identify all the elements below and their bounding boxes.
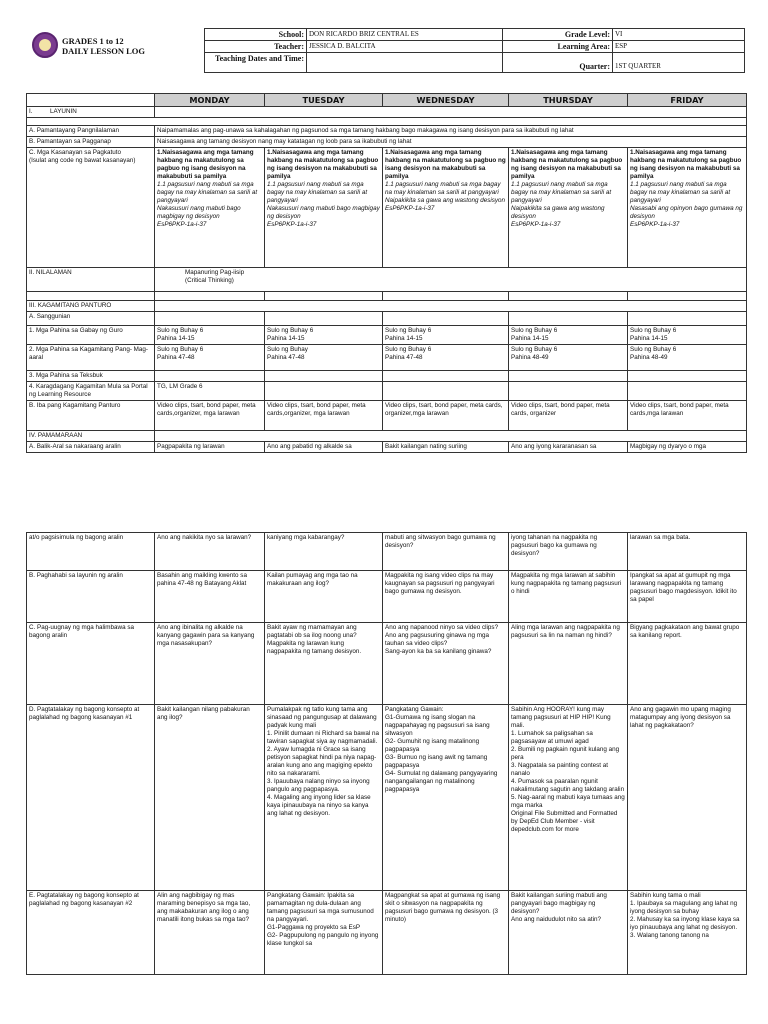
mag-aaral-thursday: Sulo ng Buhay 6 Pahina 48-49 — [509, 345, 628, 371]
kasanayan-monday — [155, 148, 265, 268]
area-value: ESP — [613, 41, 745, 53]
r1-thursday: iyong tahanan na nagpakita ng pagsusuri bago ka gumawa ng desisyon? — [509, 533, 628, 571]
kasanayan-day: Nakasusuri nang mabuti bago magbigay ng desisyon EsP6PKP-1a-i-37 — [267, 205, 380, 228]
pamantayan-text: Naipamamalas ang pag-unawa sa kahalagahan ng pagsunod sa mga tamang hakbang bago makagawa ng isang desisyon para sa ikabubuti ng lahat — [155, 126, 747, 137]
teacher-value: JESSICA D. BALCITA — [307, 41, 503, 53]
kasanayan-bold: 1.Naisasagawa ang mga tamang hakbang na makatutulong sa pagbuo ng isang desisyon na makabubuti sa pamilya — [511, 149, 623, 180]
quarter-label: Quarter: — [503, 53, 613, 73]
balik-label: A. Balik-Aral sa nakaraang aralin — [27, 442, 155, 453]
mag-aaral-label: 2. Mga Pahina sa Kagamitang Pang- Mag-aaral — [27, 345, 155, 371]
r4-tuesday: Pumalakpak ng tatlo kung tama ang sinasaad ng pangungusap at dalawang padyak kung mali 1. Pinilit dumaan ni Richard sa bawal na tawiran sapagkat siya ay nagmamadali. 2. Ayaw lumagda ni Grace sa isang petisyon sapagkat hindi pa niya napag-aralan kung ano ang magiging epekto nito sa nakararami. 3. Ipauubaya nalang ninyo sa inyong pangulo ang pagpapasya. 4. Magaling ang inyong lider sa klase kaya ipinauubaya na ninyo sa kanya ang lahat ng desisyon. — [265, 705, 383, 891]
teksbuk-label: 3. Mga Pahina sa Teksbuk — [27, 371, 155, 382]
r1-tuesday: kaniyang mga kabarangay? — [265, 533, 383, 571]
form-title-line1: GRADES 1 to 12 — [62, 36, 124, 46]
r1-monday: Ano ang nakikita nyo sa larawan? — [155, 533, 265, 571]
r5-thursday: Bakit kailangan suriing mabuti ang pangyayari bago magbigay ng desisyon? Ano ang naidudulot nito sa atin? — [509, 891, 628, 975]
r2-friday: Ipangkat sa apat at gumupit ng mga larawang nagpapakita ng tamang pagsusuri bago magdesisyon. Idikit ito sa papel — [628, 571, 747, 623]
gabay-monday: Sulo ng Buhay 6 Pahina 14-15 — [155, 326, 265, 345]
kasanayan-italic: 1.1 pagsusuri nang mabuti sa mga bagay na may kinalaman sa sarili at pangyayari — [630, 181, 731, 204]
r4-wednesday: Pangkatang Gawain: G1-Gumawa ng isang slogan na nagpapahayag ng pagsusuri sa isang sitwasyon G2- Gumuhit ng isang matalinong pagpapasya G3- Bumuo ng isang awit ng tamang pagpapasya G4- Sumulat ng dalawang pangyayaring nangangailangan ng matalinong pagpapasya — [383, 705, 509, 891]
pamamaraan-label: IV. PAMAMARAAN — [27, 431, 155, 442]
day-wednesday: WEDNESDAY — [383, 94, 509, 107]
kasanayan-bold: 1.Naisasagawa ang mga tamang hakbang na makatutulong sa pagbuo ng isang desisyon na makabubuti sa pamilya — [630, 149, 742, 180]
dates-value — [307, 53, 503, 73]
kasanayan-italic: 1.1 pagsusuri nang mabuti sa mga bagay na may kinalaman sa sarili at pangyayari — [385, 181, 501, 196]
r3-label: C. Pag-uugnay ng mga halimbawa sa bagong aralin — [27, 623, 155, 705]
pagganap-text: Naisasagawa ang tamang desisyon nang may katatagan ng loob para sa ikabubuti ng lahat — [155, 137, 747, 148]
r2-tuesday: Kailan pumayag ang mga tao na makakuraan ang ilog? — [265, 571, 383, 623]
day-tuesday: TUESDAY — [265, 94, 383, 107]
kasanayan-italic: 1.1 pagsusuri nang mabuti sa mga bagay na may kinalaman sa sarili at pangyayari — [157, 181, 258, 204]
r4-monday: Bakit kailangan nilang pabakuran ang ilog? — [155, 705, 265, 891]
iba-wednesday: Video clips, tsart, bond paper, meta cards, organizer,mga larawan — [383, 401, 509, 431]
teacher-label: Teacher: — [205, 41, 307, 53]
kasanayan-thursday — [509, 148, 628, 268]
karagdagang-text: TG, LM Grade 6 — [155, 382, 265, 401]
r1-friday: larawan sa mga bata. — [628, 533, 747, 571]
mag-aaral-wednesday: Sulo ng Buhay 6 Pahina 47-48 — [383, 345, 509, 371]
sanggunian-label: A. Sanggunian — [27, 312, 155, 326]
r5-monday: Alin ang nagbibigay ng mas maraming benepisyo sa mga tao, ang makabakuran ang ilog o ang manatili itong bukas sa mga tao? — [155, 891, 265, 975]
kasanayan-italic: 1.1 pagsusuri nang mabuti sa mga bagay na may kinalaman sa sarili at pangyayari — [267, 181, 368, 204]
balik-thursday: Ano ang iyong kararanasan sa — [509, 442, 628, 453]
kasanayan-sub: (Isulat ang code ng bawat kasanayan) — [29, 157, 136, 164]
pagganap-label: B. Pamantayan sa Pagganap — [27, 137, 155, 148]
school-value: DON RICARDO BRIZ CENTRAL ES — [307, 29, 503, 41]
kasanayan-label-cell — [27, 148, 155, 268]
mag-aaral-friday: Sulo ng Buhay 6 Pahina 48-49 — [628, 345, 747, 371]
balik-tuesday: Ano ang pabatid ng alkalde sa — [265, 442, 383, 453]
form-title — [62, 36, 145, 56]
gabay-label: 1. Mga Pahina sa Gabay ng Guro — [27, 326, 155, 345]
r2-wednesday: Magpakita ng isang video clips na may kaugnayan sa pagsusuri ng pangyayari bago gumawa ng desisyon. — [383, 571, 509, 623]
r2-thursday: Magpakita ng mga larawan at sabihin kung nagpapakita ng tamang pagsusuri o hindi — [509, 571, 628, 623]
day-monday: MONDAY — [155, 94, 265, 107]
mag-aaral-monday: Sulo ng Buhay 6 Pahina 47-48 — [155, 345, 265, 371]
area-label: Learning Area: — [503, 41, 613, 53]
iba-label: B. Iba pang Kagamitang Panturo — [27, 401, 155, 431]
grade-label: Grade Level: — [503, 29, 613, 41]
header-table — [204, 28, 745, 73]
corner-cell — [27, 94, 155, 107]
kasanayan-day: Nasasabi ang opinyon bago gumawa ng desisyon EsP6PKP-1a-i-37 — [630, 205, 743, 228]
mag-aaral-tuesday: Sulo ng Buhay Pahina 47-48 — [265, 345, 383, 371]
kasanayan-wednesday — [383, 148, 509, 268]
balik-monday: Pagpapakita ng larawan — [155, 442, 265, 453]
r3-friday: Bigyang pagkakataon ang bawat grupo sa kanilang report. — [628, 623, 747, 705]
deped-seal-icon — [32, 32, 58, 58]
nilalaman-label: II. NILALAMAN — [27, 268, 155, 292]
kasanayan-bold: 1.Naisasagawa ang mga tamang hakbang na makatutulong sa pagbuo ng isang desisyon na makabubuti sa pamilya — [157, 149, 254, 180]
balik-friday: Magbigay ng dyaryo o mga — [628, 442, 747, 453]
iba-monday: Video clips, tsart, bond paper, meta cards,organizer, mga larawan — [155, 401, 265, 431]
r1-label: at/o pagsisimula ng bagong aralin — [27, 533, 155, 571]
kasanayan-tuesday — [265, 148, 383, 268]
kasanayan-day: Naipakikita sa gawa ang wastong desisyon EsP6PKP-1a-i-37 — [511, 205, 605, 228]
gabay-wednesday: Sulo ng Buhay 6 Pahina 14-15 — [383, 326, 509, 345]
r5-tuesday: Pangkatang Gawain: Ipakita sa pamamagitan ng dula-dulaan ang tamang pagsusuri sa mga sumusunod na pangyayari. G1-Paggawa ng proyekto sa EsP G2- Pagpupulong ng pangulo ng inyong klase tungkol sa — [265, 891, 383, 975]
kagamitan-label: III. KAGAMITANG PANTURO — [27, 301, 155, 312]
iba-friday: Video clips, tsart, bond paper, meta cards,mga larawan — [628, 401, 747, 431]
r2-monday: Basahin ang maikling kwento sa pahina 47-48 ng Batayang Aklat — [155, 571, 265, 623]
r2-label: B. Paghahabi sa layunin ng aralin — [27, 571, 155, 623]
r3-thursday: Aling mga larawan ang nagpapakita ng pagsusuri sa lin na naman ng hindi? — [509, 623, 628, 705]
iba-thursday: Video clips, tsart, bond paper, meta cards, organizer — [509, 401, 628, 431]
school-label: School: — [205, 29, 307, 41]
form-title-line2: DAILY LESSON LOG — [62, 46, 145, 56]
grade-value: VI — [613, 29, 745, 41]
layunin-label: I. LAYUNIN — [27, 107, 155, 118]
r5-wednesday: Magpangkat sa apat at gumawa ng isang skit o sitwasyon na nagpapakita ng pagsusuri bago gumawa ng desisyon. (3 minuto) — [383, 891, 509, 975]
day-thursday: THURSDAY — [509, 94, 628, 107]
r1-wednesday: mabuti ang sitwasyon bago gumawa ng desisyon? — [383, 533, 509, 571]
lesson-table-page2 — [26, 532, 747, 975]
kasanayan-day: Nakasusuri nang mabuti bago magbigay ng desisyon EsP6PKP-1a-i-37 — [157, 205, 241, 228]
kasanayan-bold: 1.Naisasagawa ang mga tamang hakbang na makatutulong sa pagbuo ng isang desisyon na makabubuti sa pamilya — [385, 149, 506, 180]
r3-wednesday: Ano ang napanood ninyo sa video clips? Ano ang pagsusuring ginawa ng mga tauhan sa video clips? Sang-ayon ka ba sa kanilang ginawa? — [383, 623, 509, 705]
dates-label: Teaching Dates and Time: — [205, 53, 307, 73]
balik-wednesday: Bakit kailangan nating suriing — [383, 442, 509, 453]
kasanayan-bold: 1.Naisasagawa ang mga tamang hakbang na makatutulong sa pagbuo ng isang desisyon na makabubuti sa pamilya — [267, 149, 379, 180]
kasanayan-label: C. Mga Kasanayan sa Pagkatuto — [29, 149, 122, 156]
pamantayan-label: A. Pamantayang Pangnilalaman — [27, 126, 155, 137]
r4-thursday: Sabihin Ang HOORAY! kung may tamang pagsusuri at HIP HIP! Kung mali. 1. Lumahok sa paligsahan sa pagsasayaw at umuwi agad 2. Bumili ng pagkain ngunit kulang ang pera 3. Nagpatala sa painting contest at nanalo 4. Pumasok sa paaralan ngunit nakalimutang sagutin ang takdang aralin 5. Nag-aaral ng mabuti kaya tumaas ang mga marka Original File Submitted and Formatted by DepEd Club Member - visit depedclub.com for more — [509, 705, 628, 891]
r4-label: D. Pagtatalakay ng bagong konsepto at paglalahad ng bagong kasanayan #1 — [27, 705, 155, 891]
r5-label: E. Pagtatalakay ng bagong konsepto at paglalahad ng bagong kasanayan #2 — [27, 891, 155, 975]
quarter-value: 1ST QUARTER — [613, 53, 745, 73]
iba-tuesday: Video clips, tsart, bond paper, meta cards,organizer, mga larawan — [265, 401, 383, 431]
kasanayan-friday — [628, 148, 747, 268]
r3-monday: Ano ang ibinalita ng alkalde na kanyang gagawin para sa kanyang mga nasasakupan? — [155, 623, 265, 705]
r4-friday: Ano ang gagawin mo upang maging matagumpay ang iyong desisyon sa lahat ng pagkakataon? — [628, 705, 747, 891]
nilalaman-text: Mapanuring Pag-iisip (Critical Thinking) — [185, 269, 245, 284]
gabay-tuesday: Sulo ng Buhay 6 Pahina 14-15 — [265, 326, 383, 345]
gabay-friday: Sulo ng Buhay 6 Pahina 14-15 — [628, 326, 747, 345]
r3-tuesday: Bakit ayaw ng mamamayan ang pagtatabi ob sa ilog noong una? Magpakita ng larawan kung nagpapakita ng tamang desisyon. — [265, 623, 383, 705]
lesson-table-page1 — [26, 93, 747, 453]
gabay-thursday: Sulo ng Buhay 6 Pahina 14-15 — [509, 326, 628, 345]
r5-friday: Sabihin kung tama o mali 1. Ipaubaya sa magulang ang lahat ng iyong desisyon sa buhay 2. Mahusay ka sa inyong klase kaya sa iyo pinauubaya ang lahat ng desisyon. 3. Walang tanong tanong na — [628, 891, 747, 975]
day-friday: FRIDAY — [628, 94, 747, 107]
karagdagang-label: 4. Karagdagang Kagamitan Mula sa Portal ng Learning Resource — [27, 382, 155, 401]
kasanayan-day: Naipakikita sa gawa ang wastong desisyon EsP6PKP-1a-i-37 — [385, 197, 506, 212]
kasanayan-italic: 1.1 pagsusuri nang mabuti sa mga bagay na may kinalaman sa sarili at pangyayari — [511, 181, 612, 204]
